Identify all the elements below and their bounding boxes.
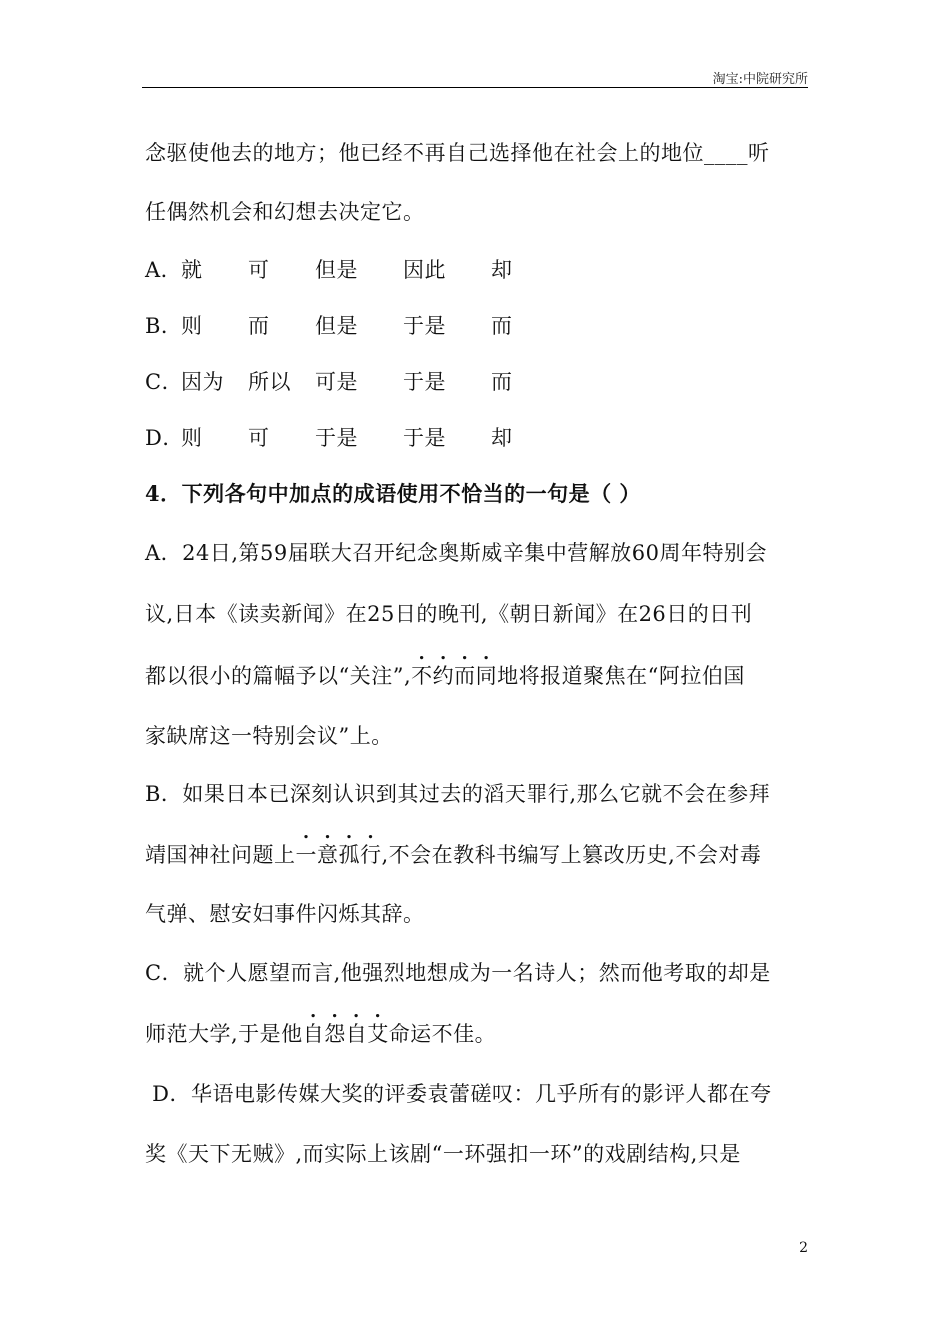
q4-a-line-4: 家缺席这一特别会议”上。 (145, 724, 393, 748)
option-word: 而 (491, 370, 513, 394)
dotted-char: 而 (454, 664, 476, 688)
header-rule (142, 87, 808, 88)
q4-c-line-1: C．就个人愿望而言,他强烈地想成为一名诗人；然而他考取的却是 (145, 961, 771, 985)
q4-a-line-1: A．24日,第59届联大召开纪念奥斯威辛集中营解放60周年特别会 (145, 541, 768, 565)
text-segment: 命运不佳。 (388, 1022, 497, 1046)
dotted-char: 意 (317, 843, 339, 867)
option-letter: C． (145, 370, 184, 394)
q3-option-b (145, 312, 513, 340)
dotted-char: 怨 (324, 1022, 346, 1046)
q4-b-line-2 (145, 841, 761, 869)
dotted-char: 行 (360, 843, 382, 867)
option-letter: A． (145, 258, 183, 282)
page-number: 2 (799, 1240, 808, 1256)
option-word: 而 (491, 314, 513, 338)
option-word: 所以 (248, 370, 291, 394)
option-word: 却 (491, 426, 513, 450)
option-word: 但是 (315, 258, 358, 282)
q4-c-line-2 (145, 1020, 496, 1048)
q4-b-line-3: 气弹、慰安妇事件闪烁其辞。 (145, 902, 425, 926)
option-word: 就 (181, 258, 203, 282)
question-4-title: 4．下列各句中加点的成语使用不恰当的一句是（ ） (145, 481, 641, 506)
option-word: 可是 (315, 370, 358, 394)
q4-d-line-1: D．华语电影传媒大奖的评委袁蕾磋叹：几乎所有的影评人都在夸 (145, 1082, 772, 1106)
option-word: 因为 (181, 370, 224, 394)
option-word: 于是 (315, 426, 358, 450)
dotted-char: 自 (302, 1022, 325, 1046)
header-note: 淘宝:中院研究所 (712, 72, 808, 87)
q4-a-line-2: 议,日本《读卖新闻》在25日的晚刊,《朝日新闻》在26日的日刊 (145, 602, 753, 626)
q4-d-line-2: 奖《天下无贼》,而实际上该剧“一环强扣一环”的戏剧结构,只是 (145, 1142, 741, 1166)
dotted-char: 约 (432, 664, 455, 688)
q4-a-line-3 (145, 662, 745, 690)
dotted-char: 孤 (338, 843, 360, 867)
option-word: 则 (181, 426, 203, 450)
dotted-char: 不 (411, 664, 433, 688)
option-word: 却 (491, 258, 513, 282)
option-word: 则 (181, 314, 203, 338)
option-word: 但是 (315, 314, 358, 338)
option-word: 于是 (403, 314, 446, 338)
option-word: 因此 (403, 258, 446, 282)
dotted-char: 艾 (367, 1022, 389, 1046)
paragraph-line-2: 任偶然机会和幻想去决定它。 (145, 200, 425, 224)
option-letter: D． (145, 426, 184, 450)
option-word: 而 (248, 314, 270, 338)
q3-option-c (145, 368, 513, 396)
text-segment: 师范大学,于是他 (145, 1022, 303, 1046)
text-segment: 地将报道聚焦在“阿拉伯国 (497, 664, 745, 688)
dotted-char: 一 (295, 843, 317, 867)
q3-option-a (145, 256, 513, 284)
q3-option-d (145, 424, 513, 452)
dotted-char: 同 (475, 664, 498, 688)
option-word: 于是 (403, 426, 446, 450)
paragraph-line-1: 念驱使他去的地方；他已经不再自己选择他在社会上的地位____听 (145, 141, 770, 165)
text-segment: 都以很小的篇幅予以“关注”, (145, 664, 412, 688)
option-letter: B． (145, 314, 183, 338)
option-word: 可 (248, 258, 270, 282)
q4-b-line-1: B．如果日本已深刻认识到其过去的滔天罪行,那么它就不会在参拜 (145, 782, 771, 806)
option-word: 于是 (403, 370, 446, 394)
text-segment: 靖国神社问题上 (145, 843, 296, 867)
dotted-char: 自 (345, 1022, 368, 1046)
text-segment: ,不会在教科书编写上篡改历史,不会对毒 (381, 843, 762, 867)
option-word: 可 (248, 426, 270, 450)
